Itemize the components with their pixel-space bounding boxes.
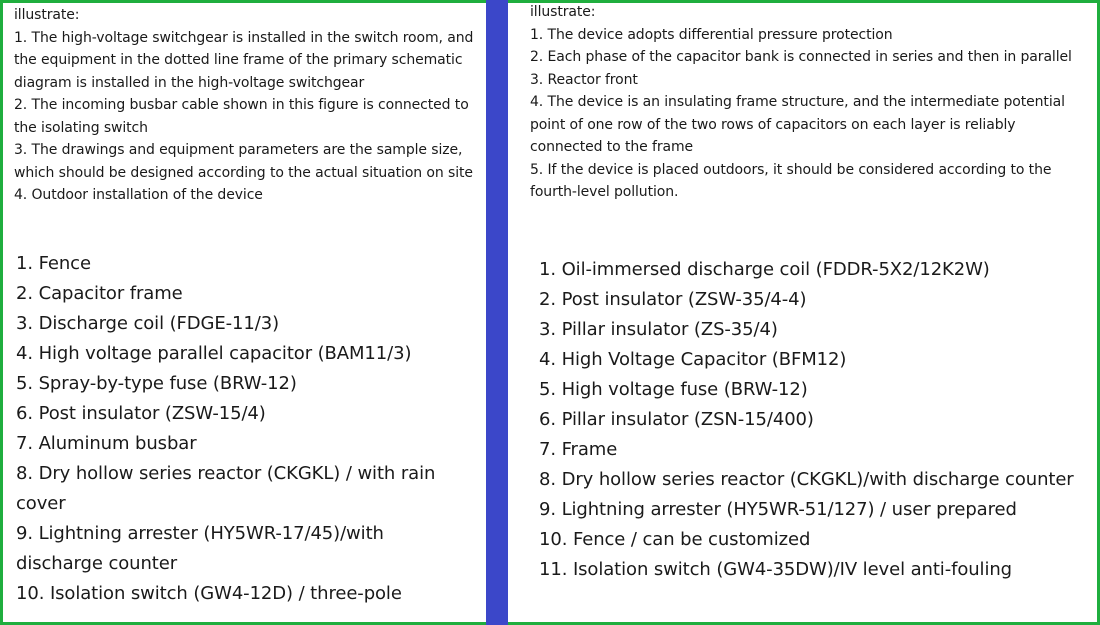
left-column	[14, 0, 480, 604]
right-note-3: 3. Reactor front	[530, 71, 638, 88]
left-notes	[14, 0, 480, 207]
right-part-item: 11. Isolation switch (GW4-35DW)/IV level anti-fouling	[539, 559, 1012, 580]
left-part-item: 2. Capacitor frame	[16, 283, 183, 304]
left-note-3: 3. The drawings and equipment parameters are the sample size, which should be designed according to the actual situation on site	[14, 142, 473, 181]
right-part-item: 3. Pillar insulator (ZS-35/4)	[539, 319, 778, 340]
right-note-5: 5. If the device is placed outdoors, it should be considered according to the fourth-level pollution.	[530, 161, 1052, 200]
left-note-2: 2. The incoming busbar cable shown in this figure is connected to the isolating switch	[14, 97, 469, 136]
left-note-1: 1. The high-voltage switchgear is installed in the switch room, and the equipment in the dotted line frame of the primary schematic diagram is installed in the high-voltage switchgear	[14, 29, 474, 91]
left-part-item: 10. Isolation switch (GW4-12D) / three-pole	[16, 583, 402, 604]
left-part-item: 8. Dry hollow series reactor (CKGKL) / with rain cover	[16, 463, 436, 514]
left-part-item: 7. Aluminum busbar	[16, 433, 197, 454]
right-column	[530, 0, 1090, 580]
left-part-item: 4. High voltage parallel capacitor (BAM11/3)	[16, 343, 412, 364]
left-part-item: 1. Fence	[16, 253, 91, 274]
right-parts-list	[539, 255, 1090, 585]
right-part-item: 10. Fence / can be customized	[539, 529, 811, 550]
right-part-item: 1. Oil-immersed discharge coil (FDDR-5X2/12K2W)	[539, 259, 990, 280]
right-part-item: 5. High voltage fuse (BRW-12)	[539, 379, 808, 400]
left-parts-list	[16, 249, 476, 609]
right-note-2: 2. Each phase of the capacitor bank is connected in series and then in parallel	[530, 49, 1072, 65]
right-notes-heading: illustrate:	[530, 4, 596, 20]
right-part-item: 2. Post insulator (ZSW-35/4-4)	[539, 289, 807, 310]
left-notes-heading: illustrate:	[14, 7, 80, 23]
right-note-1: 1. The device adopts differential pressure protection	[530, 26, 893, 43]
left-part-item: 5. Spray-by-type fuse (BRW-12)	[16, 373, 297, 394]
right-notes	[530, 0, 1090, 204]
right-note-4: 4. The device is an insulating frame structure, and the intermediate potential point of one row of the two rows of capacitors on each layer is reliably connected to the frame	[530, 94, 1065, 155]
right-part-item: 4. High Voltage Capacitor (BFM12)	[539, 349, 847, 370]
left-part-item: 6. Post insulator (ZSW-15/4)	[16, 403, 266, 424]
right-part-item: 8. Dry hollow series reactor (CKGKL)/with discharge counter	[539, 469, 1074, 490]
left-part-item: 9. Lightning arrester (HY5WR-17/45)/with discharge counter	[16, 523, 384, 574]
right-part-item: 6. Pillar insulator (ZSN-15/400)	[539, 409, 814, 430]
column-divider	[486, 0, 508, 625]
right-part-item: 9. Lightning arrester (HY5WR-51/127) / user prepared	[539, 499, 1017, 520]
left-part-item: 3. Discharge coil (FDGE-11/3)	[16, 313, 280, 334]
left-note-4: 4. Outdoor installation of the device	[14, 187, 263, 203]
right-part-item: 7. Frame	[539, 439, 618, 460]
